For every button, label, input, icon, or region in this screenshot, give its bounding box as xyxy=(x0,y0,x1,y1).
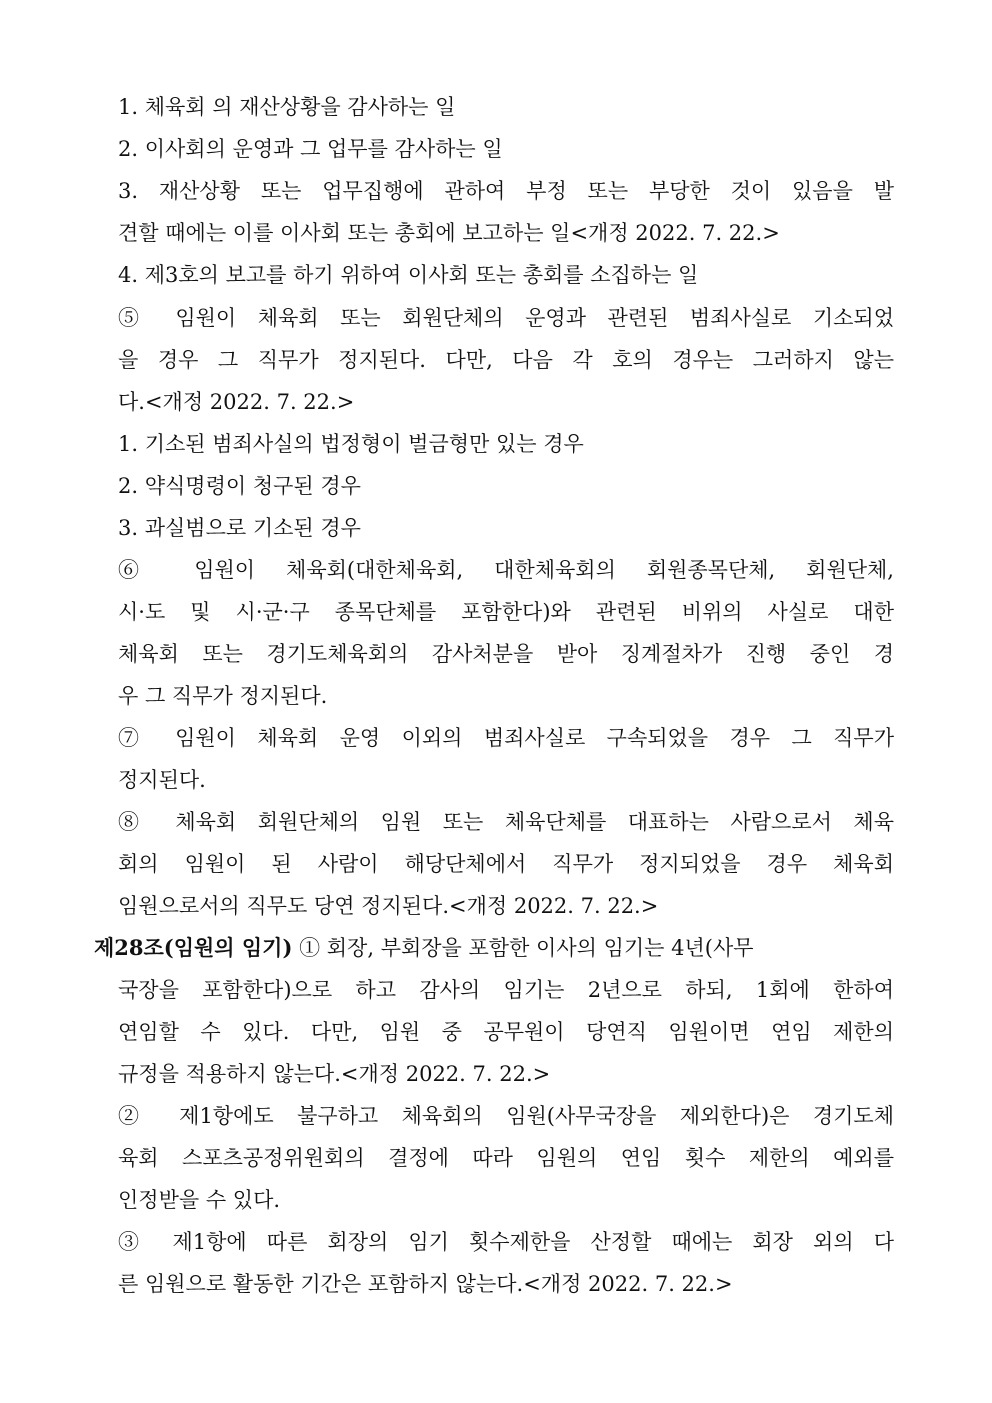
text-line: 른 임원으로 활동한 기간은 포함하지 않는다.<개정 2022. 7. 22.> xyxy=(118,1272,733,1296)
text-line: 다.<개정 2022. 7. 22.> xyxy=(118,390,355,414)
text-line: 국장을 포함한다)으로 하고 감사의 임기는 2년으로 하되, 1회에 한하여 xyxy=(118,978,894,1002)
text-line: 회의 임원이 된 사람이 해당단체에서 직무가 정지되었을 경우 체육회 xyxy=(118,852,894,876)
text-line: 우 그 직무가 정지된다. xyxy=(118,684,328,708)
text-line: 3. 과실범으로 기소된 경우 xyxy=(118,516,361,540)
text-line: ③ 제1항에 따른 회장의 임기 횟수제한을 산정할 때에는 회장 외의 다 xyxy=(118,1230,894,1254)
text-line: 4. 제3호의 보고를 하기 위하여 이사회 또는 총회를 소집하는 일 xyxy=(118,263,699,287)
text-line: 을 경우 그 직무가 정지된다. 다만, 다음 각 호의 경우는 그러하지 않는 xyxy=(118,348,894,372)
text-line: 2. 이사회의 운영과 그 업무를 감사하는 일 xyxy=(118,137,503,161)
article-28-first-text: ① 회장, 부회장을 포함한 이사의 임기는 4년(사무 xyxy=(292,936,754,960)
text-line: ⑦ 임원이 체육회 운영 이외의 범죄사실로 구속되었을 경우 그 직무가 xyxy=(118,726,894,750)
text-line: 규정을 적용하지 않는다.<개정 2022. 7. 22.> xyxy=(118,1062,551,1086)
text-line: ⑥ 임원이 체육회(대한체육회, 대한체육회의 회원종목단체, 회원단체, xyxy=(118,558,894,582)
text-line: 임원으로서의 직무도 당연 정지된다.<개정 2022. 7. 22.> xyxy=(118,894,659,918)
text-line: ② 제1항에도 불구하고 체육회의 임원(사무국장을 제외한다)은 경기도체 xyxy=(118,1104,894,1128)
text-line: 육회 스포츠공정위원회의 결정에 따라 임원의 연임 횟수 제한의 예외를 xyxy=(118,1146,894,1170)
text-line: ⑧ 체육회 회원단체의 임원 또는 체육단체를 대표하는 사람으로서 체육 xyxy=(118,810,894,834)
text-line: 체육회 또는 경기도체육회의 감사처분을 받아 징계절차가 진행 중인 경 xyxy=(118,642,894,666)
text-line: 3. 재산상황 또는 업무집행에 관하여 부정 또는 부당한 것이 있음을 발 xyxy=(118,179,894,203)
text-line: 시·도 및 시·군·구 종목단체를 포함한다)와 관련된 비위의 사실로 대한 xyxy=(118,600,894,624)
text-line: ⑤ 임원이 체육회 또는 회원단체의 운영과 관련된 범죄사실로 기소되었 xyxy=(118,306,894,330)
text-line: 연임할 수 있다. 다만, 임원 중 공무원이 당연직 임원이면 연임 제한의 xyxy=(118,1020,894,1044)
text-line: 정지된다. xyxy=(118,768,206,792)
text-line: 견할 때에는 이를 이사회 또는 총회에 보고하는 일<개정 2022. 7. 22.> xyxy=(118,221,780,245)
article-28-first-line xyxy=(94,927,894,969)
text-line: 인정받을 수 있다. xyxy=(118,1188,281,1212)
text-line: 2. 약식명령이 청구된 경우 xyxy=(118,474,361,498)
article-28-heading: 제28조(임원의 임기) xyxy=(94,935,293,960)
text-line: 1. 기소된 범죄사실의 법정형이 벌금형만 있는 경우 xyxy=(118,432,584,456)
text-line: 1. 체육회 의 재산상황을 감사하는 일 xyxy=(118,95,456,119)
